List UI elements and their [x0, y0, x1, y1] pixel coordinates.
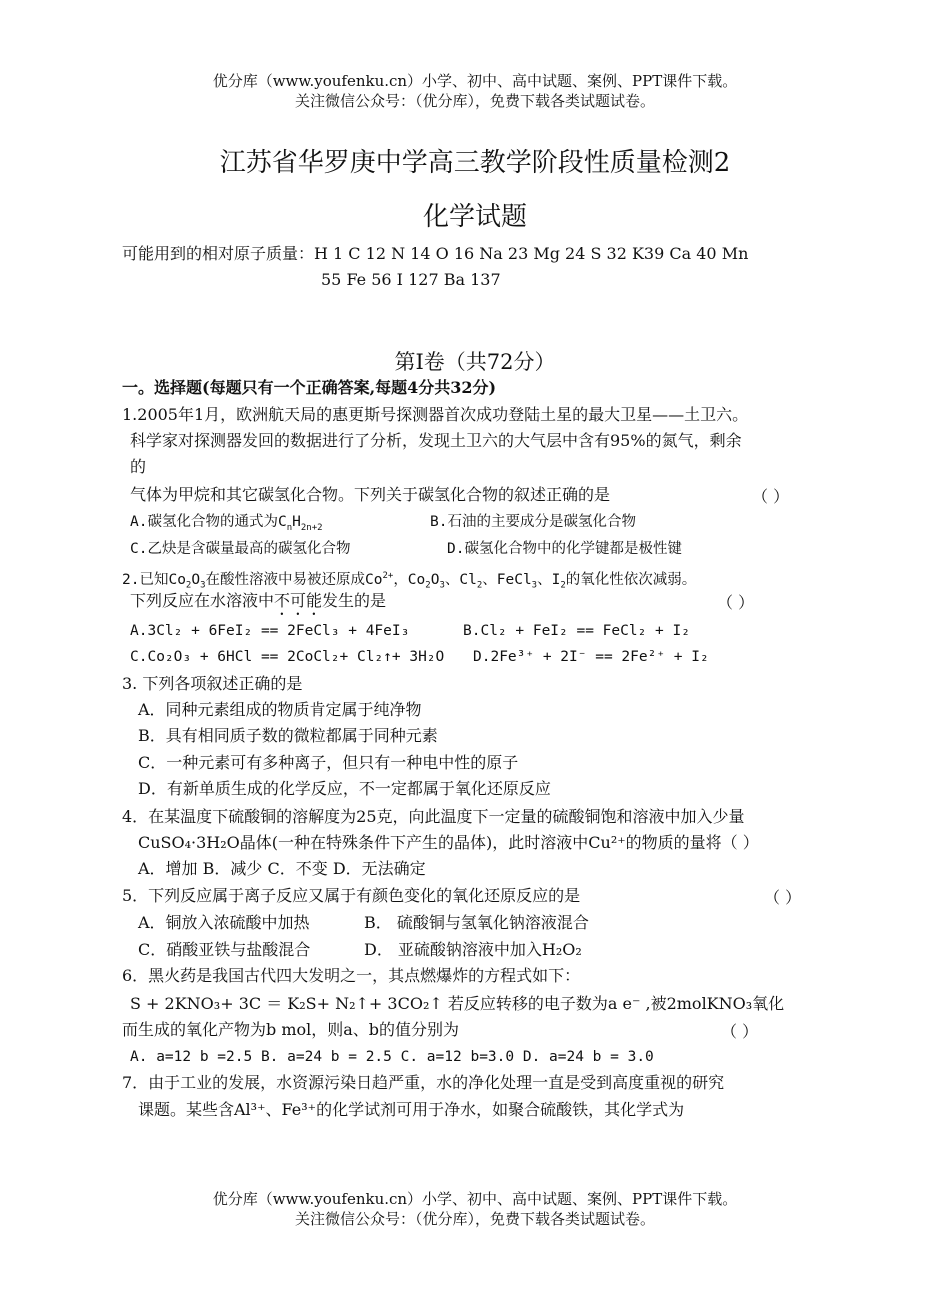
q5-option-c: C．硝酸亚铁与盐酸混合 [138, 940, 311, 959]
q2-emphasis-not-possible: 不可能 [274, 591, 323, 610]
atomic-masses-line1: 可能用到的相对原子质量：H 1 C 12 N 14 O 16 Na 23 Mg 24 S 32 K39 Ca 40 Mn [122, 244, 749, 263]
q4-line2: CuSO₄·3H₂O晶体(一种在特殊条件下产生的晶体)，此时溶液中Cu²⁺的物质的量将（ ） [138, 833, 759, 852]
q6-options: A. a=12 b =2.5 B. a=24 b = 2.5 C. a=12 b=3.0 D. a=24 b = 3.0 [130, 1049, 654, 1065]
q3-option-b: B．具有相同质子数的微粒都属于同种元素 [138, 726, 438, 745]
q6-stem: 6．黑火药是我国古代四大发明之一，其点燃爆炸的方程式如下： [122, 966, 581, 985]
q3-option-a: A．同种元素组成的物质肯定属于纯净物 [138, 700, 422, 719]
q4-line1: 4．在某温度下硫酸铜的溶解度为25克，向此温度下一定量的硫酸铜饱和溶液中加入少量 [122, 807, 745, 826]
q4-options: A．增加 B．减少 C．不变 D．无法确定 [138, 859, 426, 878]
q1-option-c: C.乙炔是含碳量最高的碳氢化合物 [130, 541, 351, 557]
q1-answer-paren: （ ） [752, 487, 790, 506]
q5-option-b: B． 硫酸铜与氢氧化钠溶液混合 [364, 913, 589, 932]
header-ad-line2: 关注微信公众号：（优分库），免费下载各类试题试卷。 [294, 92, 655, 110]
header-ad-line1: 优分库（www.youfenku.cn）小学、初中、高中试题、案例、PPT课件下载。 [212, 72, 738, 90]
q1-option-d: D.碳氢化合物中的化学键都是极性键 [447, 541, 682, 557]
q2-answer-paren: （ ） [717, 593, 755, 612]
document-title: 江苏省华罗庚中学高三教学阶段性质量检测2 [219, 148, 731, 178]
document-subtitle: 化学试题 [422, 202, 527, 232]
q7-line2: 课题。某些含Al³⁺、Fe³⁺的化学试剂可用于净水，如聚合硫酸铁，其化学式为 [138, 1100, 685, 1119]
q1-line1: 1.2005年1月，欧洲航天局的惠更斯号探测器首次成功登陆土星的最大卫星——土卫六。 [122, 405, 749, 424]
q2-option-c: C.Co₂O₃ + 6HCl == 2CoCl₂+ Cl₂↑+ 3H₂O [130, 649, 445, 665]
q5-option-a: A．铜放入浓硫酸中加热 [138, 913, 310, 932]
q6-line3: 而生成的氧化产物为b mol，则a、b的值分别为 [122, 1020, 460, 1039]
q6-answer-paren: （ ） [721, 1022, 759, 1041]
q2-option-d: D.2Fe³⁺ + 2I⁻ == 2Fe²⁺ + I₂ [473, 649, 709, 665]
q2-option-b: B.Cl₂ + FeI₂ == FeCl₂ + I₂ [463, 623, 690, 639]
q1-option-b: B.石油的主要成分是碳氢化合物 [430, 514, 636, 530]
q3-option-c: C．一种元素可有多种离子，但只有一种电中性的原子 [138, 753, 519, 772]
q5-option-d: D． 亚硫酸钠溶液中加入H₂O₂ [364, 940, 582, 959]
part-heading: 一。选择题(每题只有一个正确答案,每题4分共32分) [122, 378, 497, 397]
q5-answer-paren: （ ） [764, 888, 802, 907]
q2-line2: 下列反应在水溶液中不可能发生的是 [130, 591, 387, 610]
section-title: 第Ⅰ卷（共72分） [394, 350, 556, 374]
q3-option-d: D．有新单质生成的化学反应，不一定都属于氧化还原反应 [138, 779, 551, 798]
q7-line1: 7．由于工业的发展，水资源污染日趋严重，水的净化处理一直是受到高度重视的研究 [122, 1073, 725, 1092]
q1-line2: 科学家对探测器发回的数据进行了分析，发现土卫六的大气层中含有95%的氮气，剩余 [130, 431, 742, 450]
q1-option-a: A.碳氢化合物的通式为$C_nH_{2n+2}$ [130, 514, 323, 533]
footer-ad-line2: 关注微信公众号：（优分库），免费下载各类试题试卷。 [294, 1210, 655, 1228]
q1-line4: 气体为甲烷和其它碳氢化合物。下列关于碳氢化合物的叙述正确的是 [130, 485, 611, 504]
q5-stem: 5．下列反应属于离子反应又属于有颜色变化的氧化还原反应的是 [122, 886, 581, 905]
q3-stem: 3. 下列各项叙述正确的是 [122, 674, 303, 693]
q2-option-a: A.3Cl₂ + 6FeI₂ == 2FeCl₃ + 4FeI₃ [130, 623, 410, 639]
atomic-masses-line2: 55 Fe 56 I 127 Ba 137 [321, 270, 501, 289]
q1-line3: 的 [130, 457, 147, 476]
q2-line1: 2.已知$Co_2O_3$在酸性溶液中易被还原成$Co^{2+}$，$Co_2O_3$、$Cl_2$、FeCl$_3$、$I_2$的氧化性依次减弱。 [122, 571, 697, 591]
footer-ad-line1: 优分库（www.youfenku.cn）小学、初中、高中试题、案例、PPT课件下载。 [212, 1190, 738, 1208]
q6-equation: S + 2KNO₃+ 3C ＝ K₂S+ N₂↑+ 3CO₂↑ 若反应转移的电子数为a e⁻ ,被2molKNO₃氧化 [130, 994, 785, 1013]
